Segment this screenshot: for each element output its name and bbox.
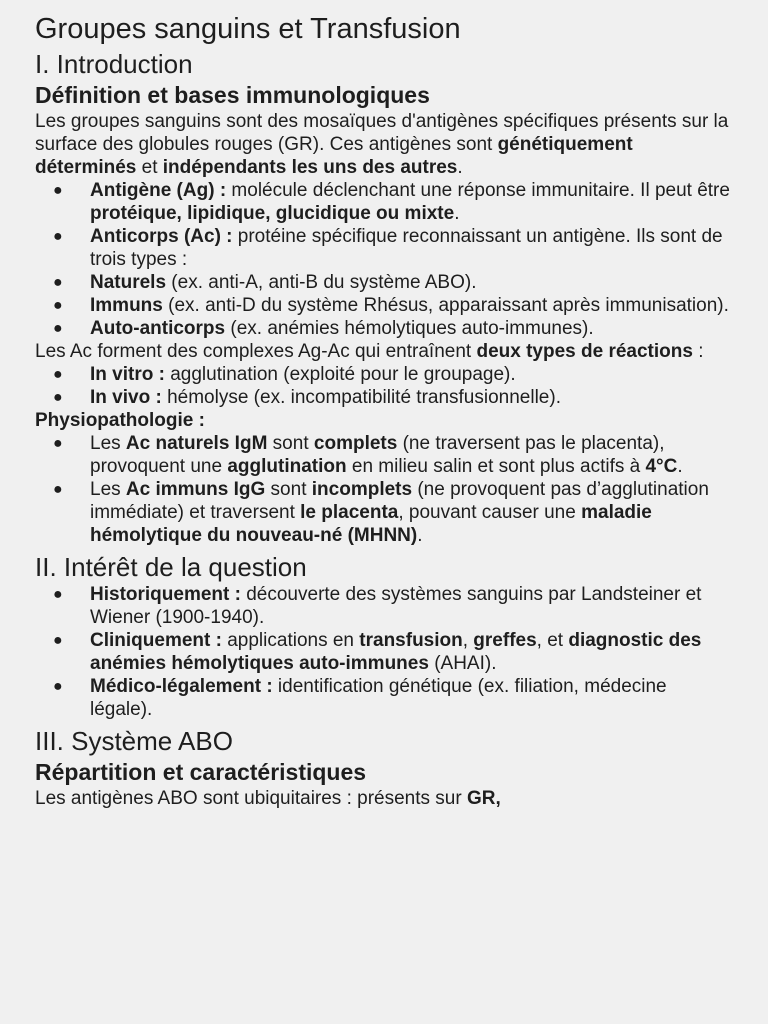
list-item: ● In vitro : agglutination (exploité pour le groupage).	[53, 364, 516, 385]
section-1-subheading: Définition et bases immunologiques	[35, 82, 430, 108]
bullet-icon: ●	[53, 389, 63, 406]
bullet-icon: ●	[53, 182, 63, 199]
list-item: ● Les Ac naturels IgM sont complets (ne traversent pas le placenta), provoquent une agglutination en milieu salin et sont plus actifs à 4°C.	[53, 433, 683, 477]
intro-paragraph: Les groupes sanguins sont des mosaïques d'antigènes spécifiques présents sur la surface des globules rouges (GR). Ces antigènes sont génétiquement déterminés et indépendants les uns des autres.	[35, 111, 729, 178]
physiopathology-label: Physiopathologie :	[35, 410, 205, 431]
list-item: ● Auto-anticorps (ex. anémies hémolytiques auto-immunes).	[53, 318, 594, 339]
section-3-subheading: Répartition et caractéristiques	[35, 759, 367, 785]
document-title: Groupes sanguins et Transfusion	[35, 13, 461, 45]
bullet-icon: ●	[53, 297, 63, 314]
list-item: ● Cliniquement : applications en transfusion, greffes, et diagnostic des anémies hémolytiques auto-immunes (AHAI).	[53, 630, 702, 674]
bullet-icon: ●	[53, 481, 63, 498]
list-item: ● Anticorps (Ac) : protéine spécifique reconnaissant un antigène. Ils sont de trois types :	[53, 226, 723, 270]
list-item: ● Antigène (Ag) : molécule déclenchant une réponse immunitaire. Il peut être protéique, lipidique, glucidique ou mixte.	[53, 180, 730, 224]
bullet-icon: ●	[53, 435, 63, 452]
reactions-list	[35, 363, 732, 409]
physiopathology-list	[35, 432, 732, 547]
abo-paragraph: Les antigènes ABO sont ubiquitaires : présents sur GR,	[35, 788, 501, 809]
definitions-list	[35, 179, 732, 340]
interest-list	[35, 583, 732, 721]
list-item: ● Historiquement : découverte des systèmes sanguins par Landsteiner et Wiener (1900-1940).	[53, 584, 702, 628]
section-3-heading: III. Système ABO	[35, 726, 233, 756]
bullet-icon: ●	[53, 274, 63, 291]
list-item: ● Les Ac immuns IgG sont incomplets (ne provoquent pas d’agglutination immédiate) et traversent le placenta, pouvant causer une maladie hémolytique du nouveau-né (MHNN).	[53, 479, 709, 546]
list-item: ● Médico-légalement : identification génétique (ex. filiation, médecine légale).	[53, 676, 667, 720]
reactions-paragraph: Les Ac forment des complexes Ag-Ac qui entraînent deux types de réactions :	[35, 341, 704, 362]
bullet-icon: ●	[53, 366, 63, 383]
list-item: ● Immuns (ex. anti-D du système Rhésus, apparaissant après immunisation).	[53, 295, 729, 316]
bullet-icon: ●	[53, 320, 63, 337]
bullet-icon: ●	[53, 586, 63, 603]
list-item: ● Naturels (ex. anti-A, anti-B du système ABO).	[53, 272, 477, 293]
section-2-heading: II. Intérêt de la question	[35, 552, 307, 582]
bullet-icon: ●	[53, 678, 63, 695]
bullet-icon: ●	[53, 228, 63, 245]
list-item: ● In vivo : hémolyse (ex. incompatibilité transfusionnelle).	[53, 387, 561, 408]
section-1-heading: I. Introduction	[35, 49, 193, 79]
bullet-icon: ●	[53, 632, 63, 649]
